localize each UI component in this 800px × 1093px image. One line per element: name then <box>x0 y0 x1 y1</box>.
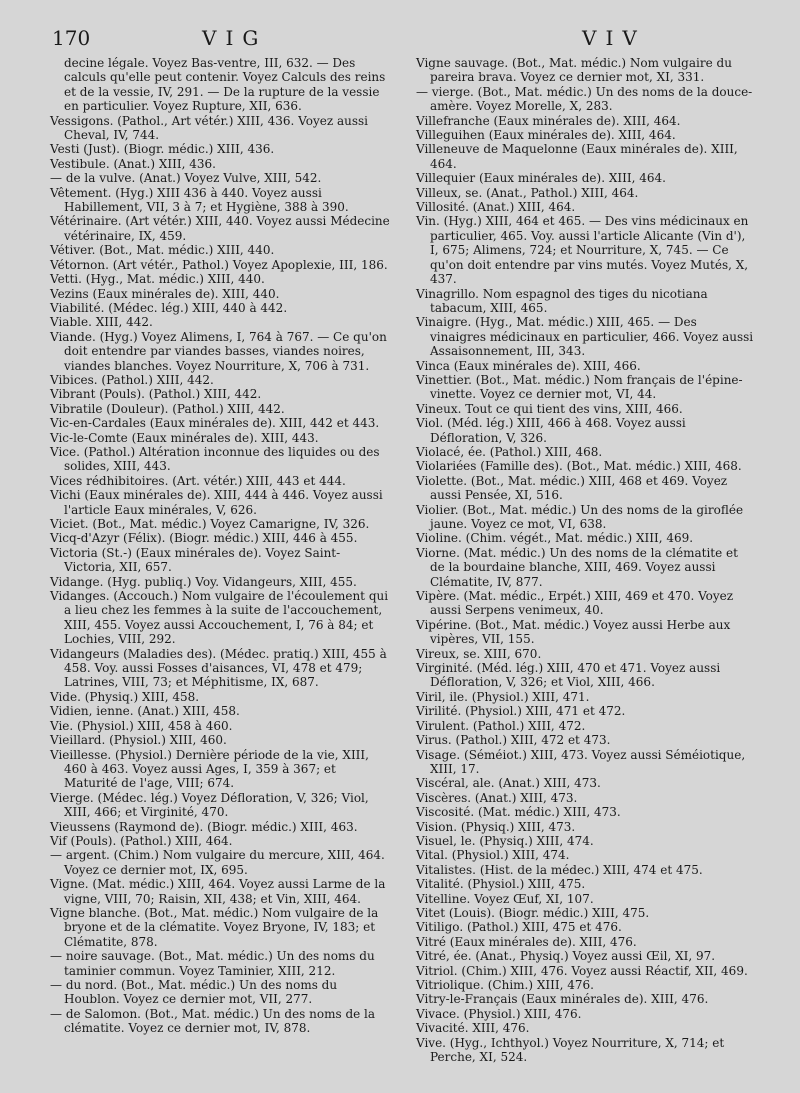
index-entry: Villefranche (Eaux minérales de). XIII, 464. <box>416 113 681 128</box>
right-column <box>416 56 756 1064</box>
index-entry: Vif (Pouls). (Pathol.) XIII, 464. <box>50 833 233 848</box>
index-entry: Vigne blanche. (Bot., Mat. médic.) Nom vulgaire de la bryone et de la clématite. Voyez Bryone, IV, 183; et Clématite, 878. <box>50 905 379 949</box>
index-entry: Visuel, le. (Physiq.) XIII, 474. <box>416 833 594 848</box>
index-entry: Vicq-d'Azyr (Félix). (Biogr. médic.) XIII, 446 à 455. <box>50 531 358 546</box>
index-entry: Virus. (Pathol.) XIII, 472 et 473. <box>416 733 611 748</box>
index-entry: Violier. (Bot., Mat. médic.) Un des noms de la giroflée jaune. Voyez ce mot, VI, 638. <box>416 502 744 531</box>
index-entry: Vice. (Pathol.) Altération inconnue des liquides ou des solides, XIII, 443. <box>50 444 380 474</box>
index-entry: Viol. (Méd. lég.) XIII, 466 à 468. Voyez aussi Défloration, V, 326. <box>416 416 686 445</box>
index-entry: Vieussens (Raymond de). (Biogr. médic.) XIII, 463. <box>50 819 358 834</box>
index-entry: Vinaigre. (Hyg., Mat. médic.) XIII, 465. — Des vinaigres médicinaux en particulier, 466. Voyez aussi Assaisonnement, III, 343. <box>416 315 754 359</box>
index-entry: Virginité. (Méd. lég.) XIII, 470 et 471. Voyez aussi Défloration, V, 326; et Viol, XIII, 466. <box>416 661 721 690</box>
index-entry: — de la vulve. (Anat.) Voyez Vulve, XIII, 542. <box>50 171 322 186</box>
index-entry: Villeneuve de Maquelonne (Eaux minérales de). XIII, 464. <box>416 142 738 171</box>
index-entry: Vesti (Just). (Biogr. médic.) XIII, 436. <box>50 142 275 157</box>
index-entry: Vigne sauvage. (Bot., Mat. médic.) Nom vulgaire du pareira brava. Voyez ce dernier mot, XI, 331. <box>416 56 732 85</box>
index-entry: Vestibule. (Anat.) XIII, 436. <box>50 156 216 171</box>
index-entry: Vidangeurs (Maladies des). (Médec. pratiq.) XIII, 455 à 458. Voy. aussi Fosses d'aisances, VI, 478 et 479; Latrines, VIII, 73; et Méphitisme, IX, 687. <box>50 646 387 690</box>
index-entry: Vitry-le-Français (Eaux minérales de). XIII, 476. <box>416 992 709 1007</box>
index-entry: Vision. (Physiq.) XIII, 473. <box>416 819 576 834</box>
page-number: 170 <box>52 26 91 50</box>
page-header <box>52 26 764 56</box>
index-entry: Vitalistes. (Hist. de la médec.) XIII, 474 et 475. <box>416 862 703 877</box>
index-entry: Viscères. (Anat.) XIII, 473. <box>416 790 578 805</box>
index-entry: Vide. (Physiq.) XIII, 458. <box>50 689 200 704</box>
index-entry: Vieillard. (Physiol.) XIII, 460. <box>50 733 227 748</box>
index-entry: Vivacité. XIII, 476. <box>416 1021 530 1036</box>
index-entry: Vices rédhibitoires. (Art. vétér.) XIII, 443 et 444. <box>50 473 346 488</box>
index-entry: — vierge. (Bot., Mat. médic.) Un des noms de la douce-amère. Voyez Morelle, X, 283. <box>416 84 753 114</box>
index-entry: Vinettier. (Bot., Mat. médic.) Nom français de l'épine-vinette. Voyez ce dernier mot, VI, 44. <box>416 372 743 402</box>
index-entry: Viorne. (Mat. médic.) Un des noms de la clématite et de la bourdaine blanche, XIII, 469. Voyez aussi Clématite, IV, 877. <box>416 545 738 589</box>
index-entry: Vin. (Hyg.) XIII, 464 et 465. — Des vins médicinaux en particulier, 465. Voy. aussi l'article Alicante (Vin d'), I, 675; Alimens, 724; et Nourriture, X, 745. — Ce qu'on doit entendre par vins mutés. Voyez Mutés, X, 437. <box>416 214 749 287</box>
index-entry: Vibices. (Pathol.) XIII, 442. <box>50 372 214 387</box>
index-entry: Vibratile (Douleur). (Pathol.) XIII, 442. <box>50 401 285 416</box>
index-entry: Viande. (Hyg.) Voyez Alimens, I, 764 à 767. — Ce qu'on doit entendre par viandes basses, viandes noires, viandes blanches. Voyez Nourriture, X, 706 à 731. <box>50 329 387 373</box>
index-entry: Vichi (Eaux minérales de). XIII, 444 à 446. Voyez aussi l'article Eaux minérales, V, 626. <box>50 488 383 517</box>
index-entry: Vipérine. (Bot., Mat. médic.) Voyez aussi Herbe aux vipères, VII, 155. <box>416 617 731 647</box>
index-entry: Vitriol. (Chim.) XIII, 476. Voyez aussi Réactif, XII, 469. <box>416 963 748 978</box>
index-entry: Vêtement. (Hyg.) XIII 436 à 440. Voyez aussi Habillement, VII, 3 à 7; et Hygiène, 388 à 390. <box>50 185 349 215</box>
index-entry: Violine. (Chim. végét., Mat. médic.) XIII, 469. <box>416 531 694 546</box>
index-entry: Vivace. (Physiol.) XIII, 476. <box>416 1006 582 1021</box>
index-entry: Vineux. Tout ce qui tient des vins, XIII, 466. <box>416 401 683 416</box>
index-entry: Vétornon. (Art vétér., Pathol.) Voyez Apoplexie, III, 186. <box>50 257 388 272</box>
index-entry: Vic-le-Comte (Eaux minérales de). XIII, 443. <box>50 430 319 445</box>
index-entry: — noire sauvage. (Bot., Mat. médic.) Un des noms du taminier commun. Voyez Taminier, XIII, 212. <box>50 949 375 978</box>
index-entry: Viril, ile. (Physiol.) XIII, 471. <box>416 689 590 704</box>
index-entry: Virilité. (Physiol.) XIII, 471 et 472. <box>416 704 626 719</box>
index-entry: Vital. (Physiol.) XIII, 474. <box>416 848 570 863</box>
index-entry: Villeguihen (Eaux minérales de). XIII, 464. <box>416 128 676 143</box>
index-entry: Victoria (St.-) (Eaux minérales de). Voyez Saint-Victoria, XII, 657. <box>50 545 341 575</box>
index-entry: Vieillesse. (Physiol.) Dernière période de la vie, XIII, 460 à 463. Voyez aussi Ages, I, 359 à 367; et Maturité de l'age, VIII; 674. <box>50 747 369 791</box>
index-entry: Villeux, se. (Anat., Pathol.) XIII, 464. <box>416 185 639 200</box>
index-entry: Violariées (Famille des). (Bot., Mat. médic.) XIII, 468. <box>416 459 742 474</box>
index-entry: Vétérinaire. (Art vétér.) XIII, 440. Voyez aussi Médecine vétérinaire, IX, 459. <box>50 214 390 243</box>
index-entry: — du nord. (Bot., Mat. médic.) Un des noms du Houblon. Voyez ce dernier mot, VII, 277. <box>50 978 338 1007</box>
index-entry: decine légale. Voyez Bas-ventre, III, 632. — Des calculs qu'elle peut contenir. Voyez Calculs des reins et de la vessie, IV, 291. — De la rupture de la vessie en particulier. Voyez Rupture, XII, 636. <box>64 56 386 114</box>
index-entry: Vitiligo. (Pathol.) XIII, 475 et 476. <box>416 920 622 935</box>
index-entry: Vinagrillo. Nom espagnol des tiges du nicotiana tabacum, XIII, 465. <box>416 286 708 315</box>
index-entry: Vitré, ée. (Anat., Physiq.) Voyez aussi Œil, XI, 97. <box>416 949 716 964</box>
index-entry: Vibrant (Pouls). (Pathol.) XIII, 442. <box>50 387 262 402</box>
index-entry: Vidanges. (Accouch.) Nom vulgaire de l'écoulement qui a lieu chez les femmes à la suite de l'accouchement, XIII, 455. Voyez aussi Accouchement, I, 76 à 84; et Lochies, VIII, 292. <box>50 589 389 647</box>
index-entry: Visage. (Séméiot.) XIII, 473. Voyez aussi Séméiotique, XIII, 17. <box>416 747 746 776</box>
index-entry: Vitriolique. (Chim.) XIII, 476. <box>416 978 594 992</box>
index-entry: Villequier (Eaux minérales de). XIII, 464. <box>416 171 666 186</box>
index-entry: Vireux, se. XIII, 670. <box>416 646 542 661</box>
left-column <box>50 56 390 1036</box>
index-entry: Vétiver. (Bot., Mat. médic.) XIII, 440. <box>50 243 275 258</box>
index-entry: Vive. (Hyg., Ichthyol.) Voyez Nourriture, X, 714; et Perche, XI, 524. <box>416 1035 725 1065</box>
index-entry: Viabilité. (Médec. lég.) XIII, 440 à 442. <box>50 300 288 315</box>
index-entry: — argent. (Chim.) Nom vulgaire du mercure, XIII, 464. Voyez ce dernier mot, IX, 695. <box>50 848 385 877</box>
index-entry: Vezins (Eaux minérales de). XIII, 440. <box>50 286 280 301</box>
index-entry: Vic-en-Cardales (Eaux minérales de). XIII, 442 et 443. <box>50 416 380 431</box>
index-entry: Vitré (Eaux minérales de). XIII, 476. <box>416 934 637 949</box>
index-entry: Violacé, ée. (Pathol.) XIII, 468. <box>416 444 603 459</box>
index-entry: Vitalité. (Physiol.) XIII, 475. <box>416 877 586 892</box>
index-entry: Vitet (Louis). (Biogr. médic.) XIII, 475. <box>416 905 650 920</box>
index-entry: Vetti. (Hyg., Mat. médic.) XIII, 440. <box>50 272 265 287</box>
index-entry: Vie. (Physiol.) XIII, 458 à 460. <box>50 718 233 733</box>
index-entry: Vidien, ienne. (Anat.) XIII, 458. <box>50 704 240 719</box>
index-entry: Viable. XIII, 442. <box>50 315 153 330</box>
index-entry: Vessigons. (Pathol., Art vétér.) XIII, 436. Voyez aussi Cheval, IV, 744. <box>50 113 369 143</box>
index-entry: Vidange. (Hyg. publiq.) Voy. Vidangeurs, XIII, 455. <box>50 574 357 589</box>
running-head-right: VIV <box>582 26 646 50</box>
index-entry: Vinca (Eaux minérales de). XIII, 466. <box>416 358 641 373</box>
index-entry: Vipère. (Mat. médic., Erpét.) XIII, 469 et 470. Voyez aussi Serpens venimeux, 40. <box>416 589 734 618</box>
index-entry: Vitelline. Voyez Œuf, XI, 107. <box>416 891 594 906</box>
index-entry: Viscosité. (Mat. médic.) XIII, 473. <box>416 805 621 820</box>
index-entry: Villosité. (Anat.) XIII, 464. <box>416 200 576 215</box>
index-entry: Virulent. (Pathol.) XIII, 472. <box>416 718 586 733</box>
index-entry: Vigne. (Mat. médic.) XIII, 464. Voyez aussi Larme de la vigne, VIII, 70; Raisin, XII, 438; et Vin, XIII, 464. <box>50 877 386 906</box>
index-entry: Viciet. (Bot., Mat. médic.) Voyez Camarigne, IV, 326. <box>50 517 370 531</box>
index-entry: — de Salomon. (Bot., Mat. médic.) Un des noms de la clématite. Voyez ce dernier mot, IV, 878. <box>50 1006 376 1036</box>
index-entry: Viscéral, ale. (Anat.) XIII, 473. <box>416 776 601 791</box>
index-entry: Vierge. (Médec. lég.) Voyez Défloration, V, 326; Viol, XIII, 466; et Virginité, 470. <box>50 790 369 820</box>
index-entry: Violette. (Bot., Mat. médic.) XIII, 468 et 469. Voyez aussi Pensée, XI, 516. <box>416 473 728 503</box>
running-head-left: VIG <box>202 26 268 50</box>
